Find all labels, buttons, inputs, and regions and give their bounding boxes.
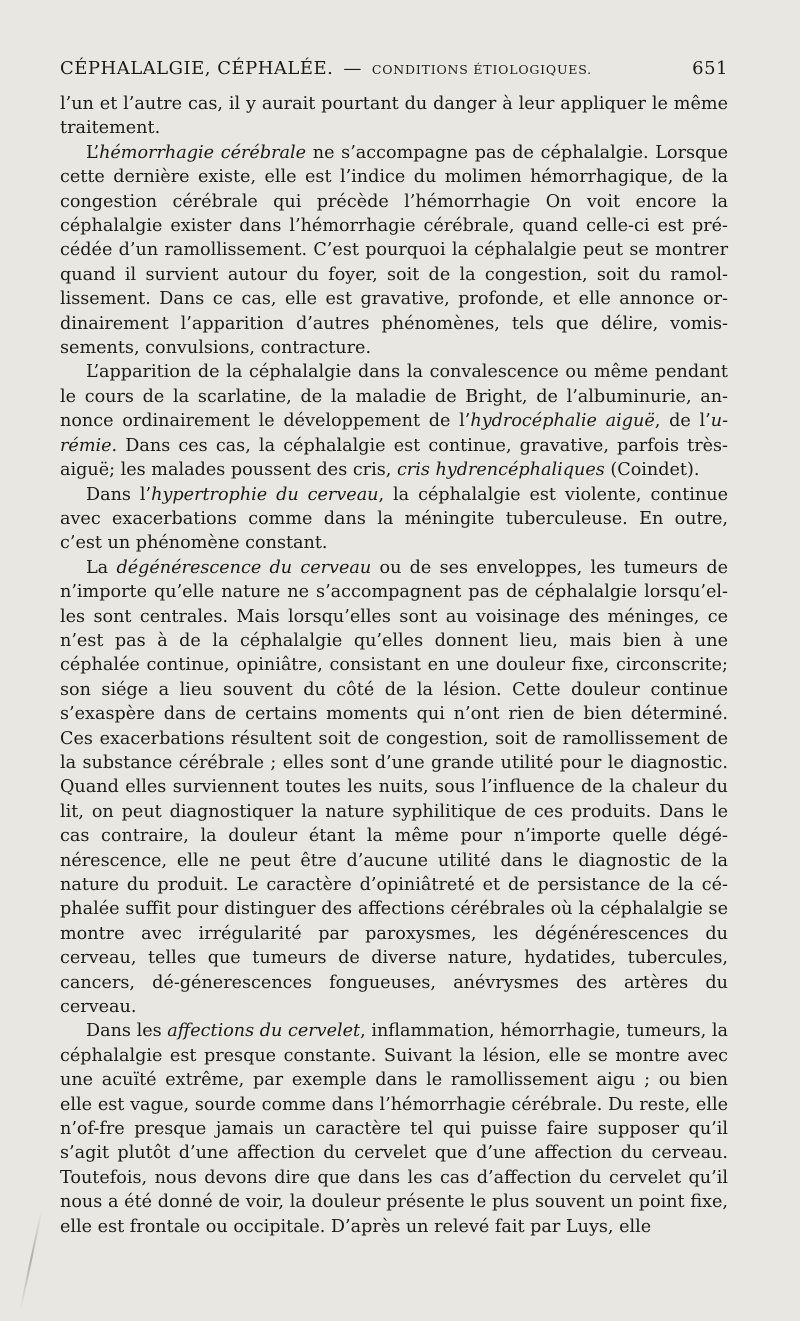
text-segment: . Dans ces cas, la céphalalgie est continue, gravative, parfois très-aiguë; les malades poussent des cris, xyxy=(60,435,728,481)
text-segment: l’un et l’autre cas, il y aurait pourtant du danger à leur appliquer le même traitement. xyxy=(60,94,728,139)
page-number: 651 xyxy=(692,58,728,79)
body-text xyxy=(60,92,728,1239)
italic-term: u-rémie xyxy=(60,411,729,456)
text-segment: , de l’ xyxy=(654,411,711,432)
text-segment: Dans les xyxy=(86,1021,168,1042)
italic-term: hydrocéphalie aiguë xyxy=(470,411,655,432)
text-segment: L’apparition de la céphalalgie dans la convalescence ou même pendant le cours de la scarlatine, de la maladie de Bright, de l’albuminurie, an-nonce ordinairement le développement de l’ xyxy=(60,362,728,432)
text-segment: ou de ses enveloppes, les tumeurs de n’importe qu’elle nature ne s’accompagnent pas de céphalalgie lorsqu’el-les sont centrales. Mais lorsqu’elles sont au voisinage des méninges, ce n’est pas à de la céphalalgie qu’elles donnent lieu, mais bien à une céphalée continue, opiniâtre, consistant en une douleur fixe, circonscrite; son siége a lieu souvent du côté de la lésion. Cette douleur continue s’exaspère dans de certains moments qui n’ont rien de bien déterminé. Ces exacerbations résultent soit de congestion, soit de ramollissement de la substance cérébrale ; elles sont d’une grande utilité pour le diagnostic. Quand elles surviennent toutes les nuits, sous l’influence de la chaleur du lit, on peut diagnostiquer la nature syphilitique de ces produits. Dans le cas contraire, la douleur étant la même pour n’importe quelle dégé-nérescence, elle ne peut être d’aucune utilité dans le diagnostic de la nature du produit. Le caractère d’opiniâtreté et de persistance de la cé-phalée suffit pour distinguer des affections cérébrales où la céphalalgie se montre avec irrégularité par paroxysmes, les dégénérescences du cerveau, telles que tumeurs de diverse nature, hydatides, tubercules, cancers, dé-génerescences fongueuses, anévrysmes des artères du cerveau. xyxy=(60,557,728,1018)
italic-term: affections du cervelet xyxy=(167,1021,361,1042)
paragraph-2 xyxy=(60,360,728,482)
header-dash: — xyxy=(343,58,362,79)
text-segment: , la céphalalgie est violente, continue avec exacerbations comme dans la méningite tuberculeuse. En outre, c’est un phénomène constant. xyxy=(60,484,728,554)
italic-term: hypertrophie du cerveau xyxy=(151,484,379,505)
paragraph-4 xyxy=(60,556,728,1020)
italic-term: dégénérescence du cerveau xyxy=(116,557,372,578)
paragraph-3 xyxy=(60,483,728,556)
header-title: CÉPHALALGIE, CÉPHALÉE. xyxy=(60,58,334,79)
italic-term: cris hydrencéphaliques xyxy=(396,460,605,481)
text-segment: , inflammation, hémorrhagie, tumeurs, la céphalalgie est presque constante. Suivant la lésion, elle se montre avec une acuïté extrême, par exemple dans le ramollissement aigu ; ou bien elle est vague, sourde comme dans l’hémorrhagie cérébrale. Du reste, elle n’of-fre presque jamais un caractère tel qui puisse faire supposer qu’il s’agit plutôt d’une affection du cervelet que d’une affection du cerveau. Toutefois, nous devons dire que dans les cas d’affection du cervelet qu’il nous a été donné de voir, la douleur présente le plus souvent un point fixe, elle est frontale ou occipitale. D’après un relevé fait par Luys, elle xyxy=(60,1021,728,1237)
header-title-group xyxy=(60,58,592,79)
paragraph-0 xyxy=(60,92,728,141)
paragraph-1 xyxy=(60,141,728,361)
paragraph-5 xyxy=(60,1019,728,1239)
text-segment: L’ xyxy=(86,142,100,163)
text-segment: La xyxy=(86,557,117,578)
text-segment: ne s’accompagne pas de céphalalgie. Lorsque cette dernière existe, elle est l’indice du molimen hémorrhagique, de la congestion cérébrale qui précède l’hémorrhagie On voit encore la céphalalgie exister dans l’hémorrhagie cérébrale, quand celle-ci est pré-cédée d’un ramollissement. C’est pourquoi la céphalalgie peut se montrer quand il survient autour du foyer, soit de la congestion, soit du ramol-lissement. Dans ce cas, elle est gravative, profonde, et elle annonce or-dinairement l’apparition d’autres phénomènes, tels que délire, vomis-sements, convulsions, contracture. xyxy=(60,142,729,359)
header-subtitle: CONDITIONS ÉTIOLOGIQUES. xyxy=(371,62,592,77)
italic-term: hémorrhagie cérébrale xyxy=(99,142,307,163)
text-segment: Dans l’ xyxy=(86,484,152,505)
margin-pencil-mark xyxy=(20,1211,43,1309)
text-segment: (Coindet). xyxy=(604,460,700,481)
running-header xyxy=(60,58,728,88)
